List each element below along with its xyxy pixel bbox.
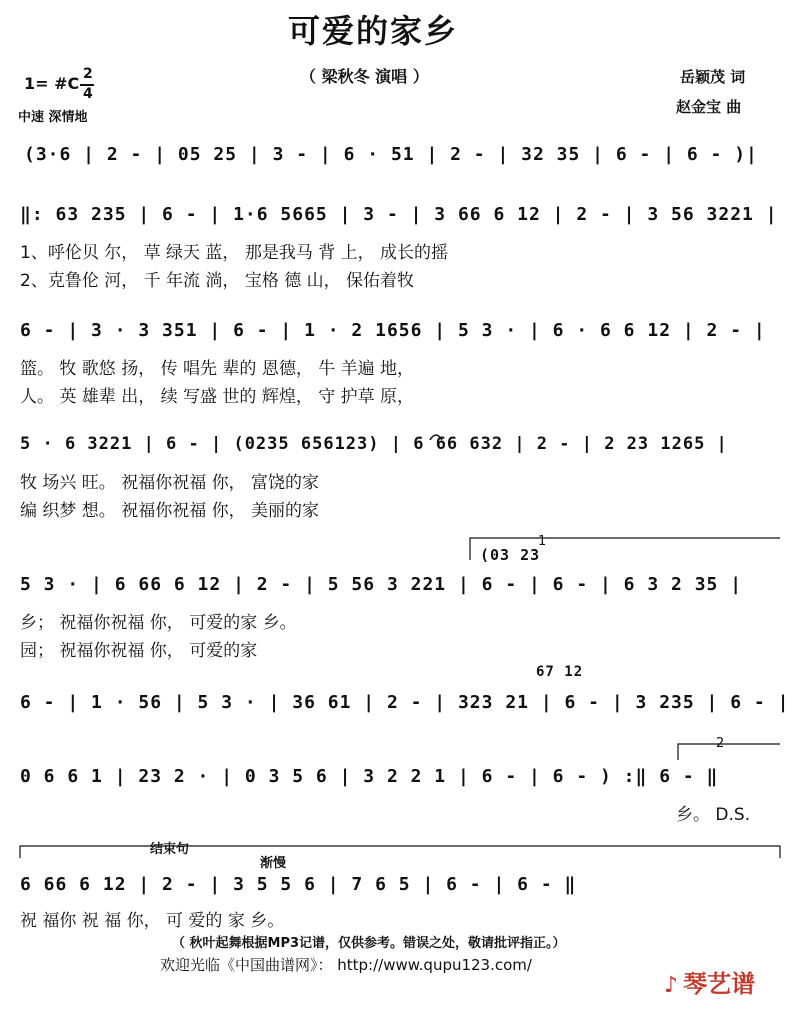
system-5-notes: 5 3 · | 6 66 6 12 | 2 - | 5 56 3 221 | 6 - | 6 - | 6 3 2 35 | [20, 574, 743, 595]
system-1-notes: (3·6 | 2 - | 05 25 | 3 - | 6 · 51 | 2 - | 32 35 | 6 - | 6 - )| [24, 144, 758, 165]
site-footer: 欢迎光临《中国曲谱网》： http://www.qupu123.com/ [160, 956, 532, 974]
system-2-notes: ‖: 63 235 | 6 - | 1·6 5665 | 3 - | 3 66 6 12 | 2 - | 3 56 3221 | [20, 204, 778, 225]
system-7-notes: 0 6 6 1 | 23 2 · | 0 3 5 6 | 3 2 2 1 | 6 - | 6 - ) :‖ 6 - ‖ [20, 766, 719, 787]
logo-mark-icon: ♪ [664, 973, 679, 998]
system-2-lyric-1: 1、呼伦贝 尔， 草 绿天 蓝， 那是我马 背 上， 成长的摇 [20, 243, 449, 263]
system-4-notes: 5 · 6 3221 | 6 - | (0235 656123) | 6 66 632 | 2 - | 2 23 1265 | [20, 434, 728, 454]
composer: 赵金宝 曲 [676, 98, 742, 116]
tempo-change: 渐慢 [260, 856, 287, 871]
system-6-upper-notes: 67 12 [536, 664, 584, 680]
tempo-marking: 中速 深情地 [18, 110, 88, 125]
coda-bracket [20, 846, 780, 858]
coda-label: 结束句 [150, 842, 190, 857]
performer: （ 梁秋冬 演唱 ） [300, 67, 429, 86]
system-7-lyric: 乡。 D.S. [676, 805, 751, 825]
system-8-notes: 6 66 6 12 | 2 - | 3 5 5 6 | 7 6 5 | 6 - | 6 - ‖ [20, 874, 577, 895]
key-signature: 1= #C [24, 74, 80, 93]
system-5-lyric-2: 园； 祝福你祝福 你， 可爱的家 [20, 641, 258, 661]
volta-1-label: 1 [538, 534, 547, 549]
transcriber-note: （ 秋叶起舞根据MP3记谱，仅供参考。错误之处，敬请批评指正。） [172, 936, 566, 951]
system-8-lyric: 祝 福你 祝 福 你， 可 爱的 家 乡。 [20, 911, 285, 931]
system-3-lyric-1: 篮。 牧 歌悠 扬， 传 唱先 辈的 恩德， 牛 羊遍 地， [20, 359, 415, 379]
logo-text: 琴艺谱 [683, 970, 756, 998]
segno-icon [430, 435, 442, 440]
volta-1-bracket [470, 538, 780, 560]
volta-2-label: 2 [716, 736, 725, 751]
system-4-lyric-1: 牧 场兴 旺。 祝福你祝福 你， 富饶的家 [20, 473, 320, 493]
volta-2-bracket [678, 744, 780, 760]
system-2-lyric-2: 2、克鲁伦 河， 千 年流 淌， 宝格 德 山， 保佑着牧 [20, 271, 415, 291]
time-signature-bottom: 4 [83, 86, 93, 102]
system-4-lyric-2: 编 织梦 想。 祝福你祝福 你， 美丽的家 [20, 501, 320, 521]
page-title: 可爱的家乡 [288, 12, 459, 50]
lyricist: 岳颖茂 词 [680, 68, 746, 86]
system-5-lyric-1: 乡； 祝福你祝福 你， 可爱的家 乡。 [20, 613, 297, 633]
system-5-upper-notes: (03 23 [480, 546, 541, 564]
system-3-notes: 6 - | 3 · 3 351 | 6 - | 1 · 2 1656 | 5 3 · | 6 · 6 6 12 | 2 - | [20, 320, 766, 341]
time-signature-top: 2 [83, 66, 93, 82]
system-6-notes: 6 - | 1 · 56 | 5 3 · | 36 61 | 2 - | 323 21 | 6 - | 3 235 | 6 - | [20, 692, 790, 713]
system-3-lyric-2: 人。 英 雄辈 出， 续 写盛 世的 辉煌， 守 护草 原， [20, 387, 415, 407]
